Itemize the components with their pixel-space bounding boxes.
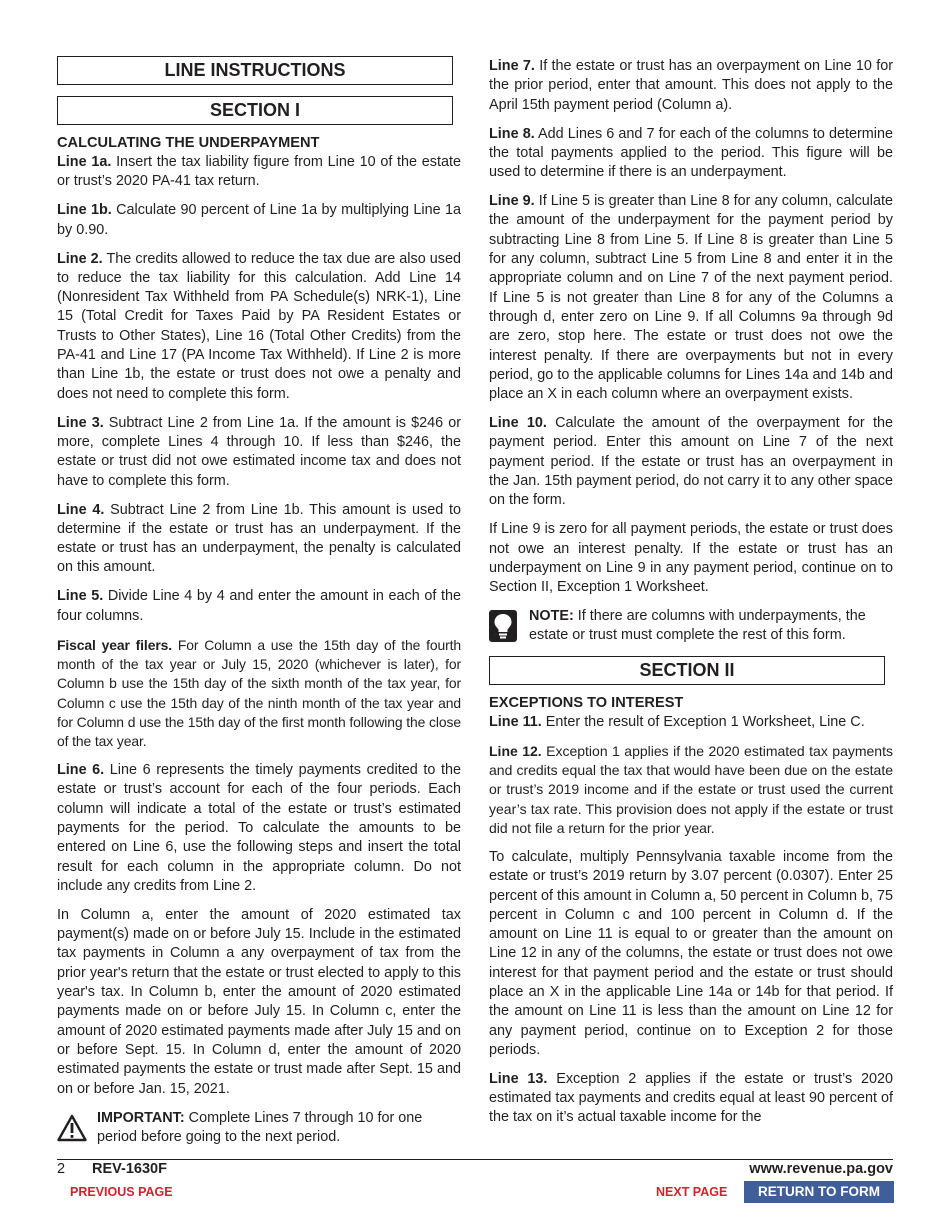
line-2-label: Line 2.: [57, 250, 103, 267]
line-9-text: If Line 5 is greater than Line 8 for any column, calculate the amount of the underpayment for the payment period by subtracting Line 8 from Line 5. If Line 8 is greater than Line 5 for any column, subtract Line 5 from Line 8 and enter it in the appropriate column and on Line 7 of the next payment period. If Line 5 is not greater than Line 8 for any of the Columns a through d, enter zero on Line 9. If all Columns 9a through 9d are zero, stop here. The estate or trust does not owe the interest penalty. If there are overpayments but not in every period, go to the applicable columns for Lines 14a and 14b and place an X in each column where an overpayment exists.: [489, 193, 893, 403]
line-8-text: Add Lines 6 and 7 for each of the columns to determine the total payments applied to the period. This figure will be used to determine if there is an underpayment.: [489, 125, 893, 181]
line-7-label: Line 7.: [489, 58, 535, 74]
line-4-paragraph: [57, 501, 461, 578]
lightbulb-icon: [489, 607, 529, 645]
line-5-label: Line 5.: [57, 588, 104, 605]
line-1a-text: Insert the tax liability figure from Line 10 of the estate or trust’s 2020 PA-41 tax return.: [57, 154, 461, 190]
line-1b-label: Line 1b.: [57, 202, 112, 219]
line-4-label: Line 4.: [57, 501, 105, 518]
right-column: [489, 57, 893, 1137]
line-10-text: Calculate the amount of the overpayment for the payment period. Enter this amount on Line 7 of the next payment period. If the estate or trust has an overpayment in the Jan. 15th payment period, do not carry it to any other space on the form.: [489, 415, 893, 509]
warning-triangle-icon: [57, 1109, 97, 1147]
next-page-link[interactable]: NEXT PAGE: [656, 1185, 728, 1199]
calculate-paragraph: To calculate, multiply Pennsylvania taxable income from the estate or trust’s 2019 return by 3.07 percent (0.0307). Enter 25 percent of this amount in Column a, 50 percent in Column b, 75 percent in Column c and 100 percent in Column d. If the amount on Line 11 is equal to or greater than the amount on Line 12 in any of the columns, the estate or trust does not owe interest for that payment period and the estate or trust should place an X in the applicable Line 14a or 14b for that period. If the amount on Line 11 is less than the amount on Line 12 for any payment period, continue on to Exception 2 for those periods.: [489, 848, 893, 1058]
line-9-label: Line 9.: [489, 193, 535, 210]
important-callout: [57, 1109, 461, 1148]
line-1a-label: Line 1a.: [57, 154, 112, 170]
fiscal-year-label: Fiscal year filers.: [57, 636, 173, 653]
note-label: NOTE:: [529, 608, 574, 625]
return-to-form-button[interactable]: RETURN TO FORM: [744, 1181, 894, 1203]
line-13-text: Exception 2 applies if the estate or trust’s 2020 estimated tax payments and credits equal at least 90 percent of the tax on it’s actual taxable income for the: [489, 1070, 893, 1126]
important-text: Complete Lines 7 through 10 for one period before going to the next period.: [97, 1109, 423, 1145]
line-11-paragraph: [489, 713, 893, 732]
line-11-label: Line 11.: [489, 713, 542, 730]
line-2-text: The credits allowed to reduce the tax due are also used to reduce the tax liability for this calculation. Add Line 14 (Nonresident Tax Withheld from PA Schedule(s) NRK-1), Line 15 (Total Credit for Taxes Paid by PA Resident Estates or Trusts to Other States), Line 16 (Total Other Credits) from the PA-41 and Line 17 (PA Income Tax Withheld). If Line 2 is more than Line 1b, the estate or trust does not owe a penalty and does not need to complete this form.: [57, 250, 461, 402]
line-5-text: Divide Line 4 by 4 and enter the amount in each of the four columns.: [57, 588, 461, 624]
line-6-paragraph: [57, 761, 461, 896]
line-9-paragraph: [489, 192, 893, 404]
note-callout: [489, 607, 893, 646]
previous-page-link[interactable]: PREVIOUS PAGE: [70, 1185, 173, 1199]
line-11-text: Enter the result of Exception 1 Worksheet, Line C.: [541, 713, 865, 730]
line-2-paragraph: [57, 250, 461, 404]
important-label: IMPORTANT:: [97, 1109, 185, 1126]
line-8-paragraph: [489, 125, 893, 183]
underpayment-subheading: CALCULATING THE UNDERPAYMENT: [57, 135, 320, 151]
line-8-label: Line 8.: [489, 125, 535, 142]
important-text-block: [97, 1109, 461, 1148]
line-9-zero-paragraph: If Line 9 is zero for all payment periods, the estate or trust does not owe an interest penalty. If the estate or trust has an underpayment on Line 9 in any payment period, continue on to Section II, Exception 1 Worksheet.: [489, 521, 893, 596]
page-number: 2: [57, 1161, 66, 1177]
line-1b-paragraph: [57, 201, 461, 240]
left-column: [57, 56, 461, 1157]
line-13-label: Line 13.: [489, 1070, 548, 1087]
line-7-paragraph: [489, 57, 893, 115]
fiscal-year-paragraph: [57, 636, 461, 752]
line-10-label: Line 10.: [489, 415, 547, 432]
note-text-block: [529, 607, 893, 646]
fiscal-year-text: For Column a use the 15th day of the fourth month of the tax year or July 15, 2020 (whichever is later), for Column b use the 15th day of the sixth month of the tax year, for Column c use the 15th day of the ninth month of the tax year and for Column d use the 15th day of the first month following the close of the tax year.: [57, 636, 462, 750]
line-3-paragraph: [57, 414, 461, 491]
line-7-text: If the estate or trust has an overpayment on Line 10 for the prior period, enter that amount. This does not apply to the April 15th payment period (Column a).: [489, 58, 893, 113]
column-instructions-paragraph: In Column a, enter the amount of 2020 estimated tax payment(s) made on or before July 15. Include in the estimated tax payments in Column a any overpayment of tax from the prior year's return that the estate or trust elected to apply to this year's tax. In Column b, enter the amount of 2020 estimated payments made on or before July 15. In Column c, enter the amount of 2020 estimated payments made after July 15 and on or before Sept. 15. In Column d, enter the amount of 2020 estimated payments the estate or trust made after Sept. 15 and on or before Jan. 15, 2021.: [57, 906, 461, 1097]
line-12-paragraph: [489, 742, 893, 838]
line-6-label: Line 6.: [57, 762, 105, 779]
line-4-text: Subtract Line 2 from Line 1b. This amount is used to determine if the estate or trust has an underpayment. If the estate or trust has an underpayment, the penalty is calculated on this amount.: [57, 501, 461, 576]
line-3-text: Subtract Line 2 from Line 1a. If the amount is $246 or more, complete Lines 4 through 10. If less than $246, the estate or trust did not owe estimated income tax and does not have to complete this form.: [57, 414, 461, 489]
line-5-paragraph: [57, 587, 461, 626]
section-2-heading: SECTION II: [489, 656, 885, 685]
line-12-text: Exception 1 applies if the 2020 estimated tax payments and credits equal the tax that would have been due on the estate or trust’s 2019 income and if the estate or trust used the current year’s tax rate. This provision does not apply if the estate or trust did not file a return for the prior year.: [489, 742, 893, 836]
line-3-label: Line 3.: [57, 414, 104, 431]
line-10-paragraph: [489, 414, 893, 510]
line-instructions-heading: LINE INSTRUCTIONS: [57, 56, 453, 85]
exceptions-subheading: EXCEPTIONS TO INTEREST: [489, 694, 684, 711]
form-code: REV-1630F: [92, 1161, 167, 1177]
line-6-text: Line 6 represents the timely payments credited to the estate or trust’s account for each of the four periods. Each column will indicate a total of the estate or trust’s estimated payments for the period. To calculate the amounts to be entered on Line 6, use the following steps and insert the total result for each column in the appropriate column. Do not include any credits from Line 2.: [57, 762, 461, 894]
line-1b-text: Calculate 90 percent of Line 1a by multiplying Line 1a by 0.90.: [57, 202, 462, 238]
line-12-label: Line 12.: [489, 742, 542, 759]
footer-divider: [57, 1159, 893, 1160]
line-1a-paragraph: [57, 153, 461, 192]
section-1-heading: SECTION I: [57, 96, 453, 125]
website-url: www.revenue.pa.gov: [749, 1161, 893, 1177]
note-text: If there are columns with underpayments, the estate or trust must complete the rest of this form.: [529, 608, 866, 644]
line-13-paragraph: [489, 1070, 893, 1128]
